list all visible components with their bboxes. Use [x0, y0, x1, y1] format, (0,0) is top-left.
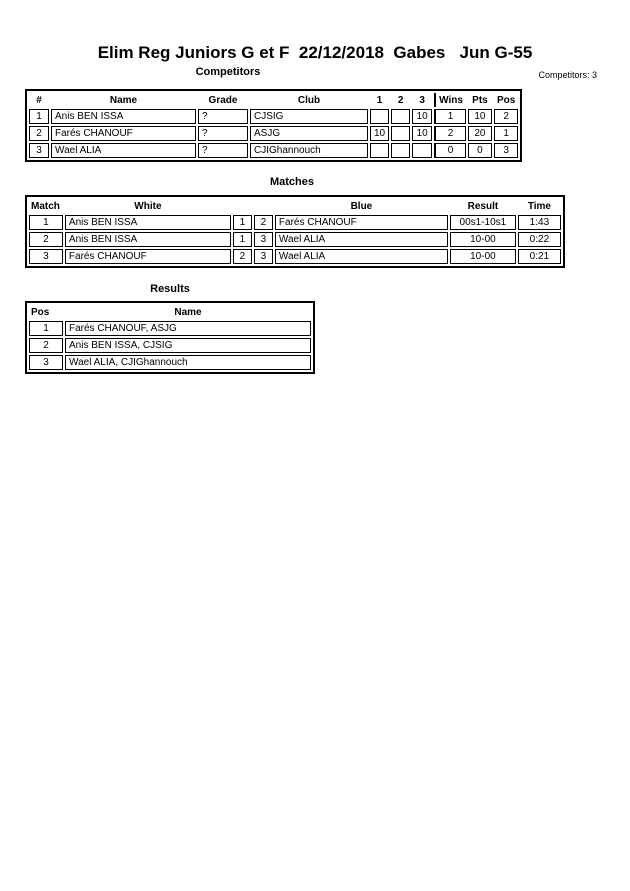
col-header-pos: Pos — [31, 306, 50, 318]
blue-name-cell: Wael ALIA — [275, 249, 448, 264]
white-name-cell: Anis BEN ISSA — [65, 215, 231, 230]
result-cell: 00s1-10s1 — [450, 215, 516, 230]
table-header-row — [29, 93, 518, 107]
result-name-cell: Farés CHANOUF, ASJG — [65, 321, 311, 336]
col-header-match: Match — [31, 200, 60, 212]
score-vs-2-cell — [391, 143, 410, 158]
table-header-row — [29, 305, 311, 319]
competitor-num-cell: 2 — [29, 126, 49, 141]
result-cell: 10-00 — [450, 249, 516, 264]
score-vs-2-cell — [391, 126, 410, 141]
competitor-club-cell: ASJG — [250, 126, 368, 141]
col-header-blue-num — [254, 199, 273, 213]
competitors-count: Competitors: 3 — [538, 70, 597, 80]
competitor-grade-cell: ? — [198, 109, 248, 124]
blue-num-cell: 3 — [254, 232, 273, 247]
pts-cell: 0 — [468, 143, 492, 158]
competitor-name-cell: Wael ALIA — [51, 143, 196, 158]
col-header-pos: Pos — [496, 94, 516, 106]
score-vs-1-cell — [370, 109, 389, 124]
result-name-cell: Anis BEN ISSA, CJSIG — [65, 338, 311, 353]
score-vs-1-cell: 10 — [370, 126, 389, 141]
white-num-cell: 1 — [233, 215, 252, 230]
pos-cell: 2 — [494, 109, 518, 124]
white-num-cell: 2 — [233, 249, 252, 264]
table-row — [29, 109, 518, 124]
result-pos-cell: 3 — [29, 355, 63, 370]
wins-cell: 0 — [434, 143, 466, 158]
result-name-cell: Wael ALIA, CJIGhannouch — [65, 355, 311, 370]
col-header-1: 1 — [376, 94, 383, 106]
white-num-cell: 1 — [233, 232, 252, 247]
table-row — [29, 215, 561, 230]
table-row — [29, 232, 561, 247]
white-name-cell: Anis BEN ISSA — [65, 232, 231, 247]
competitor-name-cell: Anis BEN ISSA — [51, 109, 196, 124]
col-header-white: White — [134, 200, 162, 212]
results-heading: Results — [150, 283, 190, 295]
competitor-name-cell: Farés CHANOUF — [51, 126, 196, 141]
col-header-wins: Wins — [434, 93, 466, 107]
pos-cell: 3 — [494, 143, 518, 158]
pts-cell: 10 — [468, 109, 492, 124]
result-pos-cell: 1 — [29, 321, 63, 336]
col-header-name: Name — [174, 306, 202, 318]
score-vs-3-cell: 10 — [412, 109, 432, 124]
time-cell: 0:22 — [518, 232, 561, 247]
table-row — [29, 321, 311, 336]
score-vs-2-cell — [391, 109, 410, 124]
match-num-cell: 2 — [29, 232, 63, 247]
table-header-row — [29, 199, 561, 213]
col-header-club: Club — [297, 94, 321, 106]
time-cell: 0:21 — [518, 249, 561, 264]
blue-name-cell: Farés CHANOUF — [275, 215, 448, 230]
col-header-time: Time — [527, 200, 551, 212]
table-row — [29, 126, 518, 141]
competitor-grade-cell: ? — [198, 143, 248, 158]
result-pos-cell: 2 — [29, 338, 63, 353]
col-header-result: Result — [467, 200, 499, 212]
col-header-3: 3 — [419, 94, 425, 106]
match-num-cell: 1 — [29, 215, 63, 230]
blue-num-cell: 2 — [254, 215, 273, 230]
table-row — [29, 249, 561, 264]
competitor-club-cell: CJSIG — [250, 109, 368, 124]
pos-cell: 1 — [494, 126, 518, 141]
table-row — [29, 143, 518, 158]
wins-cell: 1 — [434, 109, 466, 124]
col-header-name: Name — [109, 94, 138, 106]
table-row — [29, 338, 311, 353]
table-row — [29, 355, 311, 370]
col-header-white-num — [233, 199, 252, 213]
col-header-num: # — [36, 94, 42, 106]
white-name-cell: Farés CHANOUF — [65, 249, 231, 264]
matches-heading: Matches — [269, 176, 315, 188]
result-cell: 10-00 — [450, 232, 516, 247]
competitor-grade-cell: ? — [198, 126, 248, 141]
match-num-cell: 3 — [29, 249, 63, 264]
competitors-heading: Competitors — [195, 66, 261, 78]
page-title: Elim Reg Juniors G et F 22/12/2018 Gabes Jun G-55 — [97, 43, 533, 62]
blue-num-cell: 3 — [254, 249, 273, 264]
col-header-blue: Blue — [350, 200, 373, 212]
competitor-num-cell: 3 — [29, 143, 49, 158]
score-vs-1-cell — [370, 143, 389, 158]
competitor-num-cell: 1 — [29, 109, 49, 124]
competitors-table — [25, 89, 522, 162]
competitor-club-cell: CJIGhannouch — [250, 143, 368, 158]
matches-table — [25, 195, 565, 268]
col-header-pts: Pts — [472, 94, 488, 106]
score-vs-3-cell — [412, 143, 432, 158]
score-vs-3-cell: 10 — [412, 126, 432, 141]
results-table — [25, 301, 315, 374]
blue-name-cell: Wael ALIA — [275, 232, 448, 247]
pts-cell: 20 — [468, 126, 492, 141]
col-header-2: 2 — [397, 94, 404, 106]
col-header-grade: Grade — [208, 94, 238, 106]
wins-cell: 2 — [434, 126, 466, 141]
time-cell: 1:43 — [518, 215, 561, 230]
